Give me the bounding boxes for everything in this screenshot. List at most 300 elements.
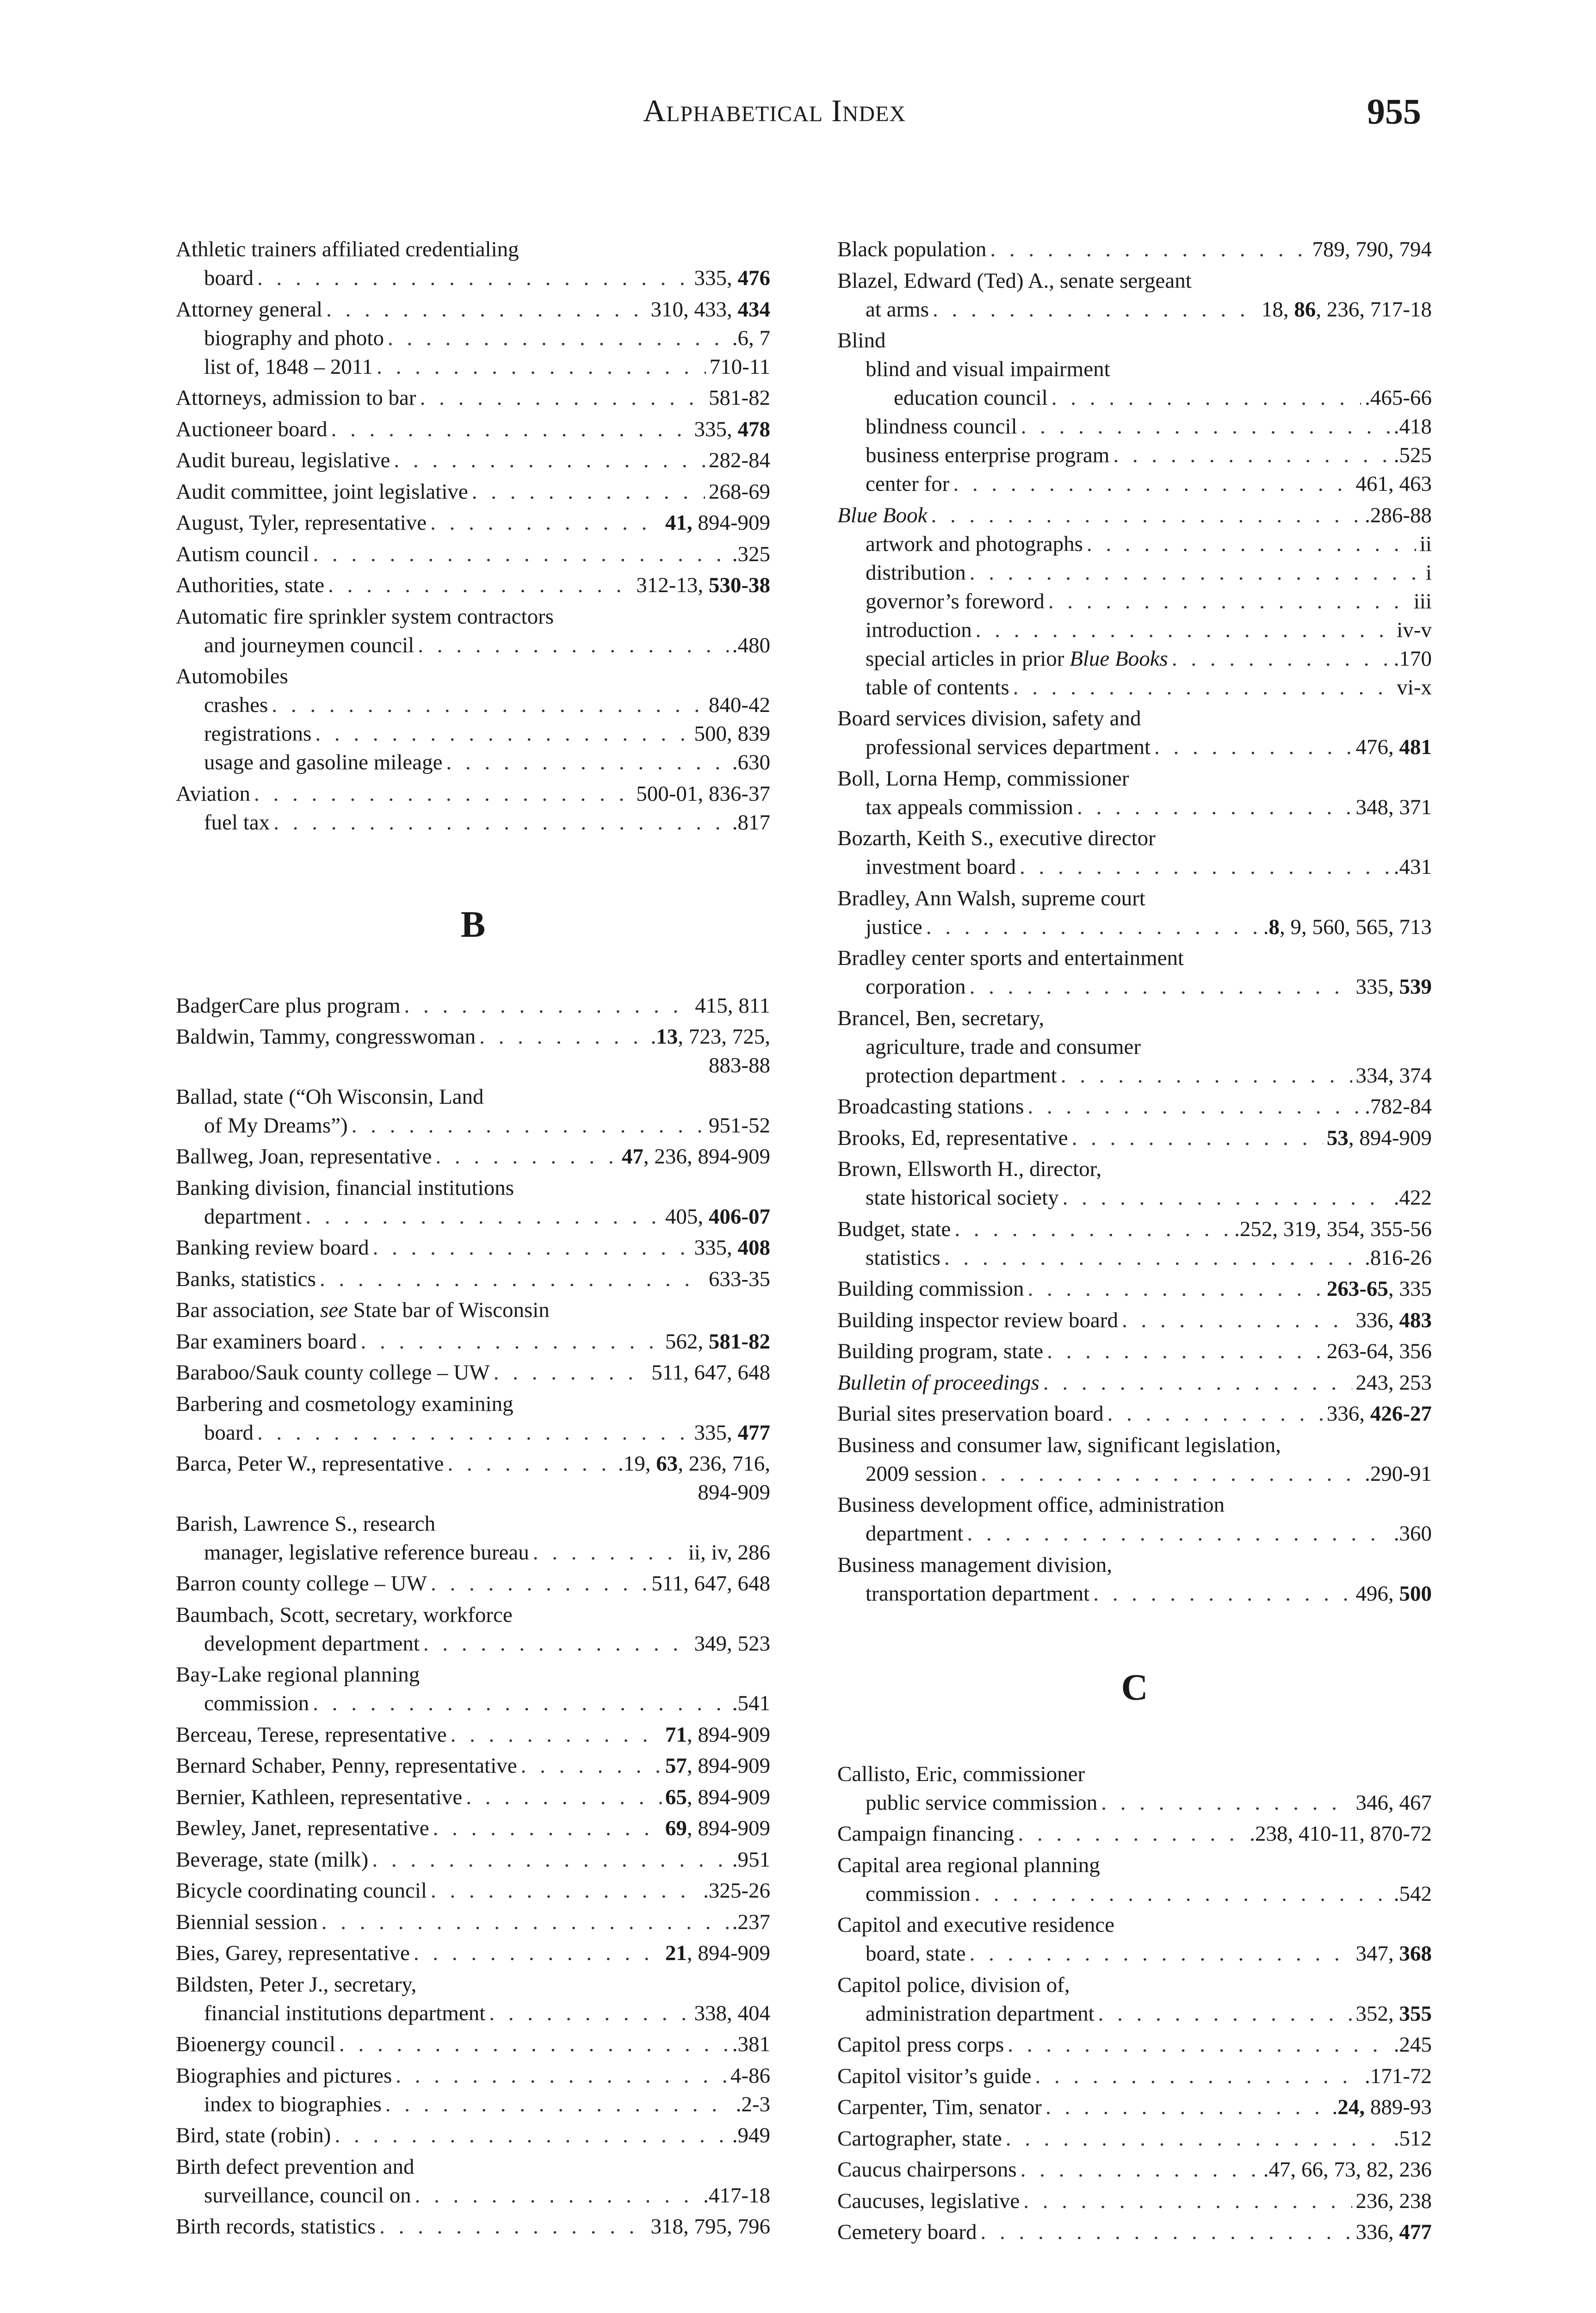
entry-text: Barron county college – UW bbox=[176, 1571, 427, 1596]
index-entry bbox=[837, 1155, 1432, 1212]
dot-leader bbox=[1027, 1092, 1361, 1121]
index-entry bbox=[837, 1911, 1432, 1968]
index-subheading bbox=[837, 733, 1432, 761]
index-entry bbox=[176, 662, 770, 777]
index-entry bbox=[837, 1092, 1432, 1121]
entry-text: Bies, Garey, representative bbox=[176, 1941, 410, 1965]
dot-leader bbox=[990, 235, 1308, 264]
dot-leader bbox=[1052, 383, 1361, 412]
index-subheading bbox=[176, 1999, 770, 2028]
index-heading bbox=[176, 2121, 770, 2150]
dot-leader bbox=[1087, 530, 1416, 558]
index-entry bbox=[837, 1004, 1432, 1090]
index-entry bbox=[837, 1124, 1432, 1152]
entry-text: Bradley, Ann Walsh, supreme court bbox=[837, 886, 1145, 910]
index-heading bbox=[837, 1399, 1432, 1428]
page-refs: 53, 894-909 bbox=[1326, 1126, 1432, 1150]
entry-text: department bbox=[204, 1204, 302, 1229]
entry-text: Birth defect prevention and bbox=[176, 2154, 414, 2179]
index-heading bbox=[176, 1358, 770, 1387]
index-entry bbox=[176, 1509, 770, 1567]
page-refs: 840-42 bbox=[708, 693, 770, 717]
page-refs: 318, 795, 796 bbox=[650, 2214, 770, 2239]
entry-text: Building program, state bbox=[837, 1339, 1044, 1363]
entry-text: Barish, Lawrence S., research bbox=[176, 1511, 436, 1536]
page-refs: 335, 476 bbox=[694, 266, 770, 290]
entry-text: Bulletin of proceedings bbox=[837, 1370, 1039, 1395]
dot-leader bbox=[423, 1629, 691, 1658]
index-subheading bbox=[176, 1629, 770, 1658]
page-refs: .237 bbox=[732, 1910, 770, 1934]
page-refs: .541 bbox=[732, 1691, 770, 1715]
index-entry bbox=[837, 1851, 1432, 1908]
dot-leader bbox=[435, 1142, 618, 1171]
page-refs: .630 bbox=[732, 750, 770, 774]
left-column bbox=[176, 235, 770, 2244]
dot-leader bbox=[926, 913, 1260, 941]
index-subheading bbox=[837, 972, 1432, 1001]
dot-leader bbox=[420, 383, 705, 412]
page-refs: 312-13, 530-38 bbox=[636, 573, 770, 597]
index-heading bbox=[837, 1971, 1432, 1999]
dot-leader bbox=[521, 1751, 662, 1780]
index-entry bbox=[176, 415, 770, 444]
page-refs: .817 bbox=[732, 810, 770, 835]
index-heading bbox=[837, 1368, 1432, 1397]
index-heading bbox=[176, 415, 770, 444]
page-refs: .949 bbox=[732, 2123, 770, 2147]
dot-leader bbox=[257, 264, 690, 292]
index-entry bbox=[837, 266, 1432, 324]
index-subheading bbox=[837, 1579, 1432, 1608]
entry-text: Black population bbox=[837, 237, 987, 261]
index-entry bbox=[837, 2124, 1432, 2153]
entry-text: statistics bbox=[866, 1245, 940, 1270]
dot-leader bbox=[331, 415, 691, 444]
page-refs: 415, 811 bbox=[695, 993, 770, 1018]
index-heading bbox=[837, 2124, 1432, 2153]
dot-leader bbox=[1020, 853, 1390, 881]
entry-text: Bewley, Janet, representative bbox=[176, 1816, 429, 1840]
index-subheading bbox=[837, 295, 1432, 324]
index-entry bbox=[176, 1814, 770, 1843]
entry-text: blind and visual impairment bbox=[866, 357, 1110, 381]
index-entry bbox=[176, 1265, 770, 1293]
index-entry bbox=[176, 571, 770, 600]
entry-text: Aviation bbox=[176, 781, 250, 806]
entry-text: Bar examiners board bbox=[176, 1329, 357, 1354]
entry-text: Business development office, administration bbox=[837, 1493, 1225, 1517]
page-refs: 338, 404 bbox=[694, 2001, 770, 2025]
index-heading bbox=[837, 1215, 1432, 1243]
index-heading bbox=[176, 571, 770, 600]
index-subheading bbox=[837, 441, 1432, 470]
page-refs: 335, 408 bbox=[694, 1236, 770, 1260]
entry-text: Birth records, statistics bbox=[176, 2214, 376, 2239]
entry-text: introduction bbox=[866, 618, 972, 642]
index-entry bbox=[837, 2093, 1432, 2121]
entry-text: Barca, Peter W., representative bbox=[176, 1452, 444, 1476]
dot-leader bbox=[257, 1418, 690, 1447]
index-heading bbox=[176, 1265, 770, 1293]
page-refs: 710-11 bbox=[709, 354, 770, 379]
page-refs: 268-69 bbox=[708, 479, 770, 504]
index-heading bbox=[176, 383, 770, 412]
dot-leader bbox=[1061, 1061, 1352, 1090]
index-subheading bbox=[837, 355, 1432, 383]
page-refs: 346, 467 bbox=[1355, 1790, 1432, 1815]
entry-text: Authorities, state bbox=[176, 573, 325, 597]
dot-leader bbox=[981, 1460, 1361, 1488]
page-refs: 335, 539 bbox=[1355, 975, 1432, 999]
page-refs: 47, 236, 894-909 bbox=[621, 1144, 770, 1169]
dot-leader bbox=[451, 1720, 662, 1749]
index-entry bbox=[176, 446, 770, 475]
dot-leader bbox=[1077, 793, 1352, 822]
entry-text: Blind bbox=[837, 328, 886, 353]
entry-text: Building inspector review board bbox=[837, 1308, 1118, 1332]
index-subheading bbox=[176, 691, 770, 719]
index-list-c bbox=[837, 1760, 1432, 2247]
page-refs: 511, 647, 648 bbox=[651, 1361, 770, 1385]
entry-text: Banks, statistics bbox=[176, 1267, 316, 1291]
index-entry bbox=[176, 235, 770, 292]
dot-leader bbox=[447, 1449, 614, 1478]
index-heading bbox=[837, 884, 1432, 913]
index-heading bbox=[837, 1760, 1432, 1788]
index-list-b-cont bbox=[837, 235, 1432, 1608]
index-entry bbox=[837, 326, 1432, 498]
entry-text: distribution bbox=[866, 560, 966, 585]
index-heading bbox=[837, 1092, 1432, 1121]
index-subheading bbox=[837, 1183, 1432, 1212]
index-list-b bbox=[176, 991, 770, 2241]
page-refs: .816-26 bbox=[1365, 1245, 1432, 1270]
entry-text: business enterprise program bbox=[866, 443, 1110, 467]
entry-text: transportation department bbox=[866, 1581, 1090, 1606]
index-heading bbox=[176, 477, 770, 506]
entry-text: 2009 session bbox=[866, 1461, 977, 1486]
dot-leader bbox=[334, 2121, 728, 2150]
index-heading bbox=[837, 1851, 1432, 1880]
index-entry bbox=[176, 1358, 770, 1387]
entry-text: Auctioneer board bbox=[176, 417, 328, 441]
index-heading bbox=[176, 2061, 770, 2090]
dot-leader bbox=[394, 446, 705, 475]
index-heading bbox=[837, 2093, 1432, 2121]
entry-text: corporation bbox=[866, 975, 966, 999]
index-subheading bbox=[837, 673, 1432, 702]
index-entry bbox=[837, 884, 1432, 941]
index-subheading bbox=[176, 808, 770, 837]
index-heading bbox=[837, 944, 1432, 972]
page-header bbox=[0, 0, 1596, 139]
entry-text: Capitol police, division of, bbox=[837, 1973, 1070, 1997]
page-refs: .252, 319, 354, 355-56 bbox=[1234, 1217, 1432, 1241]
dot-leader bbox=[339, 2030, 729, 2059]
index-entry bbox=[176, 1601, 770, 1658]
dot-leader bbox=[976, 616, 1393, 644]
index-entry bbox=[176, 1660, 770, 1718]
entry-text: board, state bbox=[866, 1942, 966, 1966]
entry-text: governor’s foreword bbox=[866, 589, 1045, 613]
index-entry bbox=[176, 1720, 770, 1749]
index-subheading bbox=[176, 1418, 770, 1447]
page-refs: .782-84 bbox=[1365, 1095, 1432, 1119]
index-entry bbox=[176, 1174, 770, 1231]
index-subheading bbox=[837, 412, 1432, 441]
dot-leader bbox=[377, 353, 705, 381]
page-refs: 894-909 bbox=[698, 1480, 770, 1504]
dot-leader bbox=[1021, 2155, 1260, 2184]
index-heading bbox=[837, 1337, 1432, 1366]
page-refs: 500-01, 836-37 bbox=[636, 781, 770, 806]
dot-leader bbox=[388, 324, 729, 353]
dot-leader bbox=[430, 508, 662, 537]
page-refs: i bbox=[1425, 560, 1432, 585]
page-refs: 511, 647, 648 bbox=[651, 1571, 770, 1596]
page-refs: 18, 86, 236, 717-18 bbox=[1261, 297, 1432, 322]
right-column bbox=[837, 235, 1432, 2249]
dot-leader bbox=[967, 1519, 1390, 1548]
entry-text: Cartographer, state bbox=[837, 2126, 1002, 2151]
index-entry bbox=[837, 1551, 1432, 1608]
dot-leader bbox=[1006, 2124, 1390, 2153]
dot-leader bbox=[254, 779, 632, 808]
index-subheading bbox=[176, 1478, 770, 1507]
entry-text: Bay-Lake regional planning bbox=[176, 1663, 420, 1687]
index-entry bbox=[837, 2187, 1432, 2215]
dot-leader bbox=[414, 1939, 662, 1967]
index-subheading bbox=[837, 1880, 1432, 1908]
index-entry bbox=[176, 991, 770, 1020]
index-subheading bbox=[837, 558, 1432, 587]
dot-leader bbox=[1154, 733, 1352, 761]
dot-leader bbox=[305, 1202, 661, 1231]
page-refs: .13, 723, 725, bbox=[650, 1025, 770, 1049]
dot-leader bbox=[980, 2218, 1352, 2246]
entry-text: August, Tyler, representative bbox=[176, 511, 427, 535]
index-entry bbox=[837, 2218, 1432, 2246]
entry-text: Brancel, Ben, secretary, bbox=[837, 1006, 1045, 1030]
dot-leader bbox=[970, 972, 1352, 1001]
index-heading bbox=[837, 2218, 1432, 2246]
page-refs: 336, 426-27 bbox=[1326, 1402, 1432, 1426]
entry-text: commission bbox=[204, 1691, 309, 1715]
index-entry bbox=[837, 1490, 1432, 1548]
index-subheading bbox=[837, 1061, 1432, 1090]
page-refs: 500, 839 bbox=[694, 722, 770, 746]
entry-text: Caucuses, legislative bbox=[837, 2189, 1020, 2213]
index-heading bbox=[176, 1720, 770, 1749]
entry-text: surveillance, council on bbox=[204, 2183, 411, 2208]
index-heading bbox=[176, 1082, 770, 1111]
entry-text: table of contents bbox=[866, 675, 1009, 699]
index-entry bbox=[176, 1327, 770, 1356]
page-refs: 335, 477 bbox=[694, 1420, 770, 1445]
dot-leader bbox=[1027, 1274, 1323, 1303]
entry-text: Board services division, safety and bbox=[837, 706, 1141, 730]
index-heading bbox=[837, 235, 1432, 264]
index-subheading bbox=[176, 1051, 770, 1080]
page-refs: 789, 790, 794 bbox=[1312, 237, 1432, 261]
dot-leader bbox=[326, 295, 647, 324]
entry-text: Bozarth, Keith S., executive director bbox=[837, 826, 1156, 850]
index-subheading bbox=[176, 353, 770, 381]
entry-text: Banking division, financial institutions bbox=[176, 1175, 514, 1200]
dot-leader bbox=[466, 1783, 662, 1812]
dot-leader bbox=[431, 1569, 648, 1598]
page-refs: .170 bbox=[1393, 646, 1432, 671]
index-entry bbox=[837, 1819, 1432, 1848]
index-entry bbox=[176, 2152, 770, 2210]
index-subheading bbox=[837, 1788, 1432, 1817]
page-refs: 335, 478 bbox=[694, 417, 770, 441]
index-subheading bbox=[176, 1538, 770, 1567]
index-heading bbox=[176, 1970, 770, 1999]
page-refs: 334, 374 bbox=[1355, 1063, 1432, 1088]
entry-text: Bicycle coordinating council bbox=[176, 1879, 427, 1903]
index-heading bbox=[837, 1004, 1432, 1033]
index-entry bbox=[837, 1337, 1432, 1366]
dot-leader bbox=[431, 1876, 699, 1905]
index-entry bbox=[176, 2212, 770, 2241]
page-refs: 349, 523 bbox=[694, 1631, 770, 1656]
index-heading bbox=[837, 1551, 1432, 1579]
entry-text: Capital area regional planning bbox=[837, 1853, 1100, 1877]
index-heading bbox=[176, 1908, 770, 1936]
entry-text: crashes bbox=[204, 693, 268, 717]
dot-leader bbox=[954, 1215, 1231, 1243]
entry-text: Campaign financing bbox=[837, 1822, 1015, 1846]
dot-leader bbox=[1072, 1124, 1323, 1152]
page-refs: 69, 894-909 bbox=[665, 1816, 770, 1840]
index-heading bbox=[176, 1296, 770, 1324]
dot-leader bbox=[974, 1880, 1390, 1908]
page-refs: .24, 889-93 bbox=[1332, 2095, 1432, 2119]
dot-leader bbox=[273, 808, 729, 837]
entry-text: professional services department bbox=[866, 735, 1151, 759]
dot-leader bbox=[933, 295, 1258, 324]
index-heading bbox=[837, 824, 1432, 853]
index-heading bbox=[837, 704, 1432, 733]
entry-text: blindness council bbox=[866, 414, 1017, 439]
entry-text: index to biographies bbox=[204, 2092, 382, 2116]
index-heading bbox=[837, 2187, 1432, 2215]
entry-text: protection department bbox=[866, 1063, 1057, 1088]
page-refs: 347, 368 bbox=[1355, 1942, 1432, 1966]
index-subheading bbox=[176, 631, 770, 660]
page-refs: .360 bbox=[1393, 1521, 1432, 1546]
dot-leader bbox=[396, 2061, 727, 2090]
entry-text: Automatic fire sprinkler system contractors bbox=[176, 604, 554, 629]
index-subheading bbox=[837, 1243, 1432, 1272]
entry-text: manager, legislative reference bureau bbox=[204, 1540, 529, 1565]
dot-leader bbox=[404, 991, 692, 1020]
entry-text: Barbering and cosmetology examining bbox=[176, 1392, 513, 1416]
page-refs: 581-82 bbox=[708, 386, 770, 410]
index-entry bbox=[176, 1082, 770, 1140]
entry-text: Audit committee, joint legislative bbox=[176, 479, 468, 504]
index-heading bbox=[837, 1124, 1432, 1152]
index-subheading bbox=[837, 644, 1432, 673]
index-entry bbox=[176, 383, 770, 412]
dot-leader bbox=[415, 2181, 699, 2210]
index-subheading bbox=[176, 1689, 770, 1718]
dot-leader bbox=[385, 2090, 732, 2119]
entry-text: of My Dreams”) bbox=[204, 1113, 348, 1138]
index-entry bbox=[837, 1368, 1432, 1397]
index-heading bbox=[176, 1876, 770, 1905]
index-entry bbox=[176, 1142, 770, 1171]
page-refs: 405, 406-07 bbox=[665, 1204, 770, 1229]
page-refs: iv-v bbox=[1397, 618, 1432, 642]
index-entry bbox=[176, 1569, 770, 1598]
index-entry bbox=[176, 1939, 770, 1967]
entry-text: justice bbox=[866, 915, 922, 939]
dot-leader bbox=[1043, 1368, 1352, 1397]
page-refs: 4-86 bbox=[730, 2063, 770, 2088]
index-subheading bbox=[176, 1202, 770, 1231]
index-subheading bbox=[837, 470, 1432, 498]
entry-text: agriculture, trade and consumer bbox=[866, 1034, 1141, 1059]
index-entry bbox=[837, 501, 1432, 702]
index-entry bbox=[837, 1399, 1432, 1428]
page-refs: 236, 238 bbox=[1355, 2189, 1432, 2213]
entry-text: Attorney general bbox=[176, 297, 323, 322]
page-refs: .422 bbox=[1393, 1186, 1432, 1210]
page-refs: .245 bbox=[1393, 2033, 1432, 2057]
index-heading bbox=[176, 602, 770, 631]
index-subheading bbox=[837, 853, 1432, 881]
index-entry bbox=[837, 764, 1432, 822]
entry-text: state historical society bbox=[866, 1186, 1059, 1210]
index-subheading bbox=[837, 1999, 1432, 2028]
index-subheading bbox=[176, 719, 770, 748]
page-refs: .290-91 bbox=[1365, 1461, 1432, 1486]
dot-leader bbox=[533, 1538, 685, 1567]
index-entry bbox=[837, 2155, 1432, 2184]
entry-text: board bbox=[204, 1420, 254, 1445]
index-subheading bbox=[837, 793, 1432, 822]
dot-leader bbox=[1035, 2062, 1361, 2090]
dot-leader bbox=[970, 1939, 1352, 1968]
page-refs: 883-88 bbox=[708, 1053, 770, 1077]
index-entry bbox=[837, 2030, 1432, 2059]
entry-text: Cemetery board bbox=[837, 2220, 977, 2244]
index-entry bbox=[176, 508, 770, 537]
entry-text: Blazel, Edward (Ted) A., senate sergeant bbox=[837, 268, 1192, 293]
index-heading bbox=[837, 764, 1432, 793]
index-subheading bbox=[176, 264, 770, 292]
entry-text: list of, 1848 – 2011 bbox=[204, 354, 373, 379]
page-refs: .19, 63, 236, 716, bbox=[618, 1452, 770, 1476]
page-refs: .542 bbox=[1393, 1881, 1432, 1906]
index-entry bbox=[176, 1296, 770, 1324]
dot-leader bbox=[472, 477, 705, 506]
dot-leader bbox=[970, 558, 1422, 587]
index-heading bbox=[837, 2062, 1432, 2090]
entry-text: Berceau, Terese, representative bbox=[176, 1722, 447, 1747]
dot-leader bbox=[479, 1022, 647, 1051]
entry-text: Ballweg, Joan, representative bbox=[176, 1144, 432, 1169]
entry-text: Callisto, Eric, commissioner bbox=[837, 1762, 1085, 1786]
dot-leader bbox=[320, 1265, 705, 1293]
page-refs: .325-26 bbox=[703, 1879, 770, 1903]
dot-leader bbox=[373, 1233, 691, 1262]
dot-leader bbox=[1013, 673, 1393, 702]
dot-leader bbox=[953, 470, 1352, 498]
